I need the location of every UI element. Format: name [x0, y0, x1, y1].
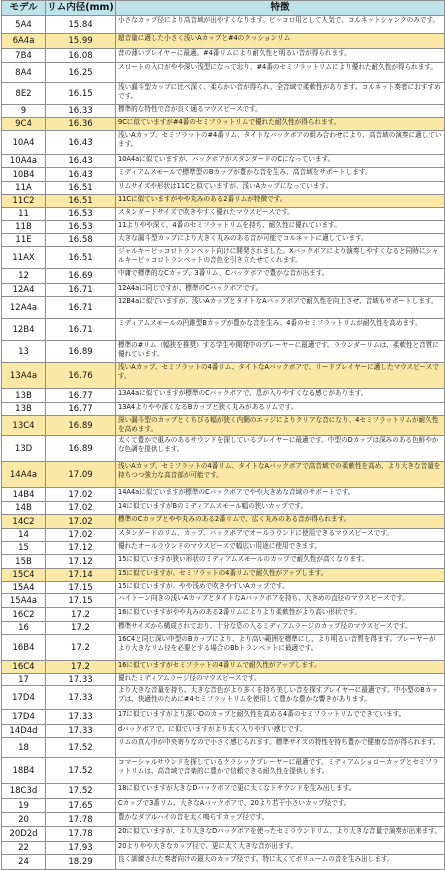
feature-cell: 中庸で標準的なCカップ、3番リム、Cバックボアで豊かな音が出ます。 [116, 269, 445, 284]
table-row [2, 799, 445, 813]
table-row [2, 34, 445, 49]
bore-cell: 17.65 [46, 799, 116, 813]
bore-cell: 16.33 [46, 105, 116, 118]
bore-cell: 16.36 [46, 118, 116, 131]
model-cell: 18C3d [2, 784, 46, 799]
feature-cell: 浅いAカップ、セミフラットの#4番リム、タイトなバックボアの組み合わせにより、高音域の演奏に適しています。 [116, 131, 445, 155]
feature-cell: ミディアムスモールの円錐型Bカップが豊かな音を生み、4番のセミフラットリムが耐久性を高めます。 [116, 319, 445, 341]
header-model: モデル [2, 1, 46, 16]
model-cell: 12 [2, 269, 46, 284]
table-row [2, 118, 445, 131]
feature-cell: 20よりやや大きなカップ径で、更に太く大きな音が出ます。 [116, 842, 445, 855]
bore-cell: 17.2 [46, 635, 116, 661]
feature-cell: より大きな音量を持ち、大きな音色がより多くを持ち美しい音を探すプレイヤーに最適です。中小型のBカップは、快適性のために#4セミフラットリムを使用して豊かな豊かな響きがあります。 [116, 686, 445, 710]
feature-cell: 標準のCカップとやや丸みのある2番リムで、広く丸みのある音が得られます。 [116, 515, 445, 529]
feature-cell: スタンダードサイズで吹きやすく優れたマウスピースです。 [116, 208, 445, 221]
table-row [2, 555, 445, 569]
feature-cell: 大きな漏斗型カップにより大きく丸みのある音が可能でコルネットに適しています。 [116, 234, 445, 247]
bore-cell: 17.15 [46, 582, 116, 594]
table-row [2, 710, 445, 725]
table-row [2, 622, 445, 635]
feature-cell: 深い漏斗型のカップとくちびる幅が狭く内側のエッジによりクリアな音になり、4セミフラットリムが耐久性を高めます。 [116, 416, 445, 436]
model-cell: 12A4a [2, 297, 46, 319]
table-row [2, 341, 445, 363]
model-cell: 17D4 [2, 710, 46, 725]
table-row [2, 813, 445, 827]
model-cell: 5A4 [2, 16, 46, 34]
feature-cell: 12A4aに同じですが、標準のCバックボアです。 [116, 284, 445, 297]
table-row [2, 168, 445, 182]
feature-cell: 15に似ていますが、セミフラットの4番リムで耐久性がアップします。 [116, 569, 445, 582]
model-cell: 24 [2, 855, 46, 870]
bore-cell: 17.93 [46, 842, 116, 855]
bore-cell: 17.09 [46, 462, 116, 488]
model-cell: 11C2 [2, 195, 46, 208]
bore-cell: 17.02 [46, 515, 116, 529]
table-row [2, 725, 445, 738]
bore-cell: 16.89 [46, 416, 116, 436]
bore-cell: 16.69 [46, 269, 116, 284]
model-cell: 16B4 [2, 635, 46, 661]
bore-cell: 15.84 [46, 16, 116, 34]
feature-cell: 16に似ていますがセミフラットの4番リムで耐久性がアップします。 [116, 661, 445, 674]
table-row [2, 155, 445, 168]
bore-cell: 17.52 [46, 758, 116, 784]
model-cell: 15A4a [2, 594, 46, 608]
table-row [2, 582, 445, 594]
feature-cell: 優れたミディアムラージ径のマウスピースです。 [116, 674, 445, 686]
feature-cell: 昔の薄いプレイヤーに最適。#4番リムにより耐久性と明るい音が得られます。 [116, 49, 445, 63]
bore-cell: 16.53 [46, 221, 116, 234]
bore-cell: 17.78 [46, 827, 116, 842]
model-cell: 12B4 [2, 319, 46, 341]
feature-cell: 太くて豊かで重みのあるサウンドを探しているプレイヤーに最適です。中型のDカップは深みのある色鮮やかな色調を提供します。 [116, 436, 445, 462]
table-row [2, 131, 445, 155]
feature-cell: リムサイズや形状は11Cと似ていますが、浅いAカップになっています。 [116, 182, 445, 195]
feature-cell: 10A4aに似ていますが、バックボアがスタンダードのCになっています。 [116, 155, 445, 168]
feature-cell: 18に似ていますが大きなDバックボアで更に太くなドサウンドを生み出します。 [116, 784, 445, 799]
table-row [2, 758, 445, 784]
model-cell: 14B4 [2, 488, 46, 502]
table-row [2, 488, 445, 502]
feature-cell: 11Cに似ていますがやや丸みのある2番リムが特徴です。 [116, 195, 445, 208]
table-row [2, 502, 445, 515]
bore-cell: 16.77 [46, 403, 116, 416]
feature-cell: 超音量に適した小さく浅いAカップと#4のクッションリム [116, 34, 445, 49]
table-row [2, 403, 445, 416]
feature-cell: 小さなカップ径により高音域が出やすくなります。ピッコロ用として人気で、コルネットシャンクのみです。 [116, 16, 445, 34]
bore-cell: 16.77 [46, 389, 116, 403]
table-row [2, 436, 445, 462]
model-cell: 8A4 [2, 63, 46, 83]
table-row [2, 221, 445, 234]
table-row [2, 542, 445, 555]
table-row [2, 416, 445, 436]
bore-cell: 17.33 [46, 710, 116, 725]
bore-cell: 17.02 [46, 529, 116, 542]
table-row [2, 661, 445, 674]
table-row [2, 247, 445, 269]
bore-cell: 16.51 [46, 182, 116, 195]
feature-cell: 標準的な特性で音が良く通るマウスピースです。 [116, 105, 445, 118]
table-row [2, 319, 445, 341]
model-cell: 10A4 [2, 131, 46, 155]
model-cell: 10B4 [2, 168, 46, 182]
model-cell: 8E2 [2, 83, 46, 105]
bore-cell: 17.12 [46, 555, 116, 569]
bore-cell: 17.02 [46, 488, 116, 502]
feature-cell: 15に似ていますが狭い形状のミディアムスモールのカップで耐久性が高くなります。 [116, 555, 445, 569]
bore-cell: 17.52 [46, 784, 116, 799]
model-cell: 22 [2, 842, 46, 855]
model-cell: 11 [2, 208, 46, 221]
model-cell: 11AX [2, 247, 46, 269]
model-cell: 16C2 [2, 608, 46, 622]
model-cell: 13D [2, 436, 46, 462]
table-row [2, 208, 445, 221]
model-cell: 20 [2, 813, 46, 827]
model-cell: 12A4 [2, 284, 46, 297]
bore-cell: 16.25 [46, 63, 116, 83]
table-row [2, 389, 445, 403]
feature-cell: dバックボアで、に似ていますがより太く入りやすい感じです。 [116, 725, 445, 738]
bore-cell: 17.14 [46, 569, 116, 582]
table-row [2, 105, 445, 118]
table-row [2, 827, 445, 842]
model-cell: 15 [2, 542, 46, 555]
model-cell: 13C4 [2, 416, 46, 436]
feature-cell: ハイトーン向きの浅いAカップとタイトなAバックボアを持ち、大きめの直径のマウスピースです。 [116, 594, 445, 608]
table-row [2, 462, 445, 488]
feature-cell: 豊かなダブルハイの音を太く鳴らすカップ径です。 [116, 813, 445, 827]
feature-cell: 標準サイズから構成されており、十分な息の入るミディアムラージのカップ径のマウスピースです。 [116, 622, 445, 635]
bore-cell: 17.15 [46, 594, 116, 608]
table-row [2, 49, 445, 63]
model-cell: 17 [2, 674, 46, 686]
feature-cell: スタンダードのリム、カップ、バックボアでオールラウンドに使用できるマウスピースです。 [116, 529, 445, 542]
model-cell: 14 [2, 529, 46, 542]
feature-cell: ジャルキーピッコロトランペット向けに開発されました。Xバックボアにより演奏しやすくなると同時にシャルキーピッコロトランペットの音色を引き立たせてくれます。 [116, 247, 445, 269]
header-bore: リム内径(mm) [46, 1, 116, 16]
table-row [2, 83, 445, 105]
bore-cell: 16.76 [46, 363, 116, 389]
bore-cell: 17.2 [46, 622, 116, 635]
bore-cell: 17.12 [46, 542, 116, 555]
bore-cell: 16.71 [46, 319, 116, 341]
table-row [2, 234, 445, 247]
bore-cell: 16.51 [46, 247, 116, 269]
feature-cell: コマーシャルサウンドを探しているクラシックプレーヤーに最適です。ミディアムショローカップとセミフラットリムは、高音域で音楽的に豊かで信頼できる耐久性を提供します。 [116, 758, 445, 784]
header-row [2, 1, 445, 16]
table-row [2, 674, 445, 686]
table-row [2, 182, 445, 195]
feature-cell: スロートの入口がやや深い浅型になっており、#4番のセミフラットリムにより優れた耐久性が得られます。 [116, 63, 445, 83]
model-cell: 15B [2, 555, 46, 569]
feature-cell: 浅いAカップ、セミフラットの4番リム、タイトなAバックボアで高音域での柔軟性を高め、より大きな音量を持ちつつ強力な高音部が可能です。 [116, 462, 445, 488]
bore-cell: 17.2 [46, 661, 116, 674]
model-cell: 13B [2, 403, 46, 416]
bore-cell: 17.33 [46, 686, 116, 710]
header-feature: 特徴 [116, 1, 445, 16]
bore-cell: 16.58 [46, 234, 116, 247]
feature-cell: 17に似ていますがより深いDのカップと耐久性を高める4番のセミフラットリムでできています。 [116, 710, 445, 725]
feature-cell: 14A4aに似ていますが標準のCバックボアでやや大きめな音域のサポートです。 [116, 488, 445, 502]
bore-cell: 16.89 [46, 341, 116, 363]
feature-cell: 浅い漏斗型カップに比べ深く、柔らかい音が得られ、全音域で柔軟性があります。コルネット奏者におすすめです。 [116, 83, 445, 105]
model-cell: 13A4a [2, 363, 46, 389]
bore-cell: 16.53 [46, 208, 116, 221]
model-cell: 9 [2, 105, 46, 118]
bore-cell: 17.33 [46, 725, 116, 738]
model-cell: 16C4 [2, 661, 46, 674]
table-row [2, 635, 445, 661]
table-row [2, 297, 445, 319]
model-cell: 18 [2, 738, 46, 758]
feature-cell: 16に似ていますがやや丸みのある2番リムによりより柔軟性がより高い形状です。 [116, 608, 445, 622]
mouthpiece-table [1, 0, 445, 870]
model-cell: 13B [2, 389, 46, 403]
feature-cell: Cカップで3番リム、大きなAバックボアで、20より若干小さいカップ径です。 [116, 799, 445, 813]
feature-cell: 12B4aに似ていますが、浅いAカップとタイトなAバックボアで耐久性を向上させ、音域もサポートします。 [116, 297, 445, 319]
feature-cell: 9Cに似ていますが#4番のセミフラットリムで優れた耐久性が得られます。 [116, 118, 445, 131]
feature-cell: 11よりやや深く、4番のセミフラットリムを持ち、耐久性に優れています。 [116, 221, 445, 234]
feature-cell: 13A4aに似ていますが標準のCバックボアで、息が入りやすくなる感じがあります。 [116, 389, 445, 403]
table-body [2, 16, 445, 870]
feature-cell: 標準の#リム（幅狭を推奨）する学生や開発中のプレーヤーに最適です。ラウンダーリムは、柔軟性と音質に優れています。 [116, 341, 445, 363]
feature-cell: 16C4と同じ深い中型のBカップにより、より高い範囲を標準にし、より明るい音質を得ます。プレーヤーがより大きなリム径を必要とする場合のBbトランペットに最適です。 [116, 635, 445, 661]
bore-cell: 16.71 [46, 284, 116, 297]
bore-cell: 15.99 [46, 34, 116, 49]
feature-cell: 良く訓練された奏者向けの最大のカップ径です。特に太くてボリュームの音を生み出します。 [116, 855, 445, 870]
table-row [2, 569, 445, 582]
table-row [2, 363, 445, 389]
model-cell: 11A [2, 182, 46, 195]
bore-cell: 18.29 [46, 855, 116, 870]
model-cell: 16 [2, 622, 46, 635]
table-row [2, 608, 445, 622]
model-cell: 15A4 [2, 582, 46, 594]
feature-cell: 15に似ていますが、やや浅めで吹きやすいAカップです。 [116, 582, 445, 594]
table-row [2, 16, 445, 34]
table-row [2, 63, 445, 83]
model-cell: 13 [2, 341, 46, 363]
table-row [2, 284, 445, 297]
table-row [2, 594, 445, 608]
model-cell: 14D4d [2, 725, 46, 738]
bore-cell: 17.02 [46, 502, 116, 515]
bore-cell: 16.08 [46, 49, 116, 63]
model-cell: 10A4a [2, 155, 46, 168]
model-cell: 14B [2, 502, 46, 515]
feature-cell: 優れたオールラウンドのマウスピースで幅広い用途に使用できます。 [116, 542, 445, 555]
feature-cell: 14に似ていますがBのミディアムスモール幅の狭いカップです。 [116, 502, 445, 515]
model-cell: 7B4 [2, 49, 46, 63]
table-row [2, 784, 445, 799]
bore-cell: 16.51 [46, 195, 116, 208]
model-cell: 18B4 [2, 758, 46, 784]
model-cell: 14C2 [2, 515, 46, 529]
model-cell: 6A4a [2, 34, 46, 49]
model-cell: 14A4a [2, 462, 46, 488]
model-cell: 11E [2, 234, 46, 247]
table-row [2, 529, 445, 542]
table-row [2, 738, 445, 758]
table-row [2, 269, 445, 284]
table-row [2, 195, 445, 208]
feature-cell: ミディアムスモールで標準型のBカップが豊かな音を生み、高音域をサポートします。 [116, 168, 445, 182]
model-cell: 9C4 [2, 118, 46, 131]
feature-cell: 20に似ていますが、より大きなDバックボアを使ったセミラウンドリム、より大きな音量で演奏が出来ます。 [116, 827, 445, 842]
bore-cell: 16.89 [46, 436, 116, 462]
bore-cell: 16.43 [46, 155, 116, 168]
table-row [2, 515, 445, 529]
bore-cell: 16.71 [46, 297, 116, 319]
bore-cell: 17.52 [46, 738, 116, 758]
bore-cell: 17.2 [46, 608, 116, 622]
bore-cell: 16.15 [46, 83, 116, 105]
table-row [2, 855, 445, 870]
feature-cell: 13A4よりやや深くなるBカップと狭く丸みがあるリムです。 [116, 403, 445, 416]
feature-cell: 浅いAカップ、セミフラットの4番リム、タイトなAバックボアで、リードプレイヤーに適したマウスピースです。 [116, 363, 445, 389]
model-cell: 20D2d [2, 827, 46, 842]
bore-cell: 17.78 [46, 813, 116, 827]
bore-cell: 16.43 [46, 168, 116, 182]
model-cell: 15C4 [2, 569, 46, 582]
model-cell: 19 [2, 799, 46, 813]
bore-cell: 17.33 [46, 674, 116, 686]
model-cell: 17D4 [2, 686, 46, 710]
feature-cell: リムの真ん中が中央寄りなので小さく感じられます。標準サイズの特性を持ち豊かで健康な音が得られます。 [116, 738, 445, 758]
table-row [2, 686, 445, 710]
table-row [2, 842, 445, 855]
bore-cell: 16.43 [46, 131, 116, 155]
model-cell: 11B [2, 221, 46, 234]
